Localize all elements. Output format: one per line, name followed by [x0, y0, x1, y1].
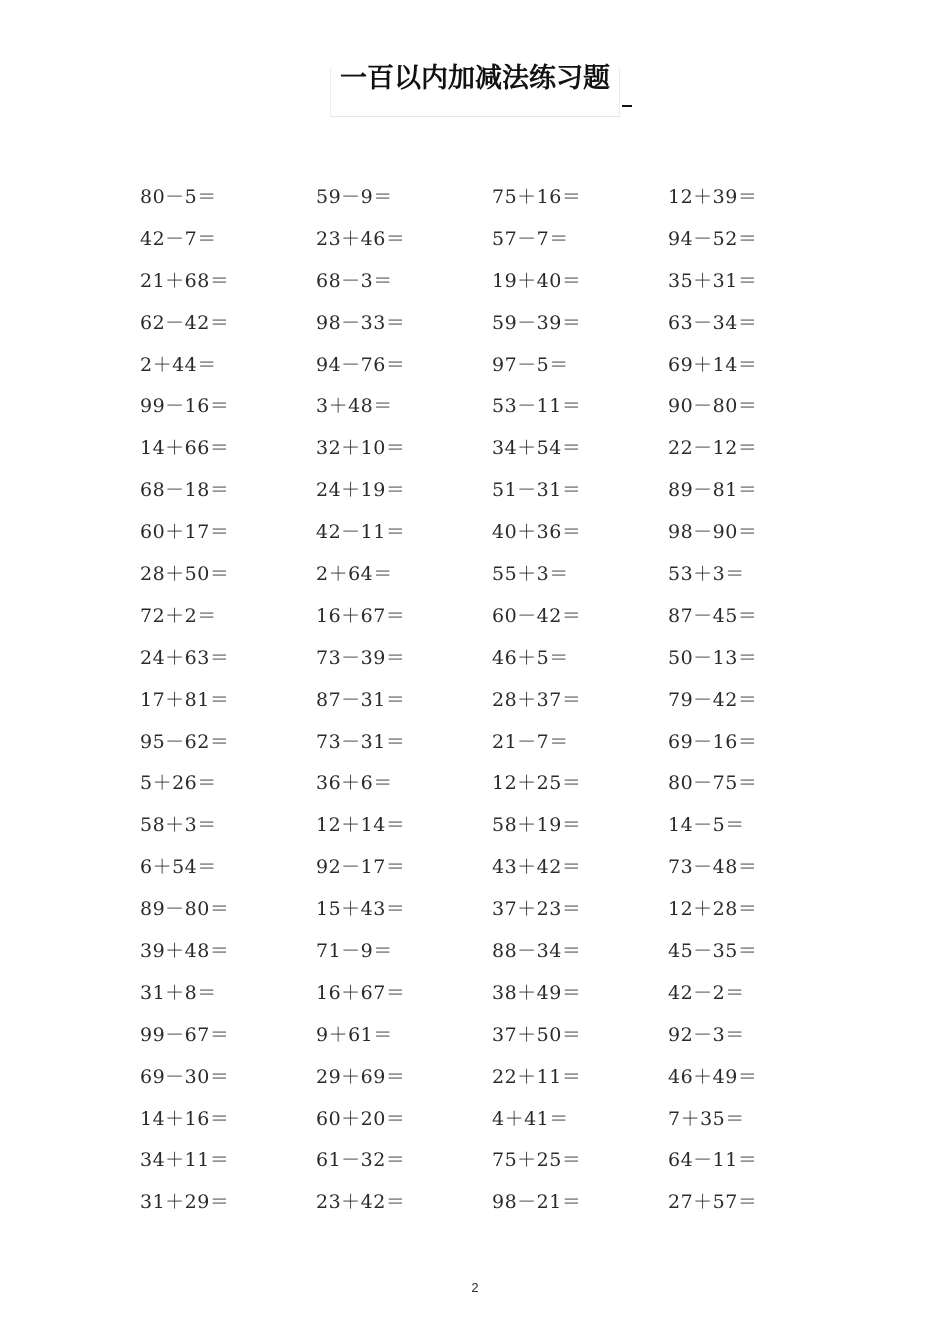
problem-cell: 12＋39＝	[668, 186, 758, 208]
problem-cell: 60＋17＝	[140, 521, 230, 544]
problem-cell: 80－5＝	[140, 186, 217, 208]
problem-cell: 31＋8＝	[140, 981, 217, 1004]
problem-cell: 3＋48＝	[316, 395, 393, 418]
problem-cell: 57－7＝	[492, 227, 569, 250]
problem-cell: 24＋19＝	[316, 479, 406, 502]
problem-cell: 31＋29＝	[140, 1191, 230, 1214]
problem-cell: 75＋16＝	[492, 186, 582, 208]
problem-cell: 17＋81＝	[140, 688, 230, 711]
problem-cell: 60－42＝	[492, 604, 582, 627]
problem-grid	[140, 177, 840, 1224]
problem-cell: 73－48＝	[668, 856, 758, 879]
problem-cell: 99－16＝	[140, 395, 230, 418]
problem-cell: 50－13＝	[668, 646, 758, 669]
problem-cell: 89－80＝	[140, 898, 230, 921]
problem-cell: 64－11＝	[668, 1149, 758, 1172]
problem-cell: 87－31＝	[316, 688, 406, 711]
problem-cell: 2＋64＝	[316, 563, 393, 586]
problem-cell: 46＋49＝	[668, 1065, 758, 1088]
problem-cell: 53－11＝	[492, 395, 582, 418]
problem-cell: 15＋43＝	[316, 898, 406, 921]
problem-cell: 72＋2＝	[140, 604, 217, 627]
problem-cell: 89－81＝	[668, 479, 758, 502]
problem-cell: 53＋3＝	[668, 563, 745, 586]
problem-cell: 39＋48＝	[140, 940, 230, 963]
problem-cell: 60＋20＝	[316, 1107, 406, 1130]
problem-cell: 87－45＝	[668, 604, 758, 627]
problem-cell: 58＋19＝	[492, 814, 582, 837]
problem-cell: 69－30＝	[140, 1065, 230, 1088]
problem-cell: 19＋40＝	[492, 269, 582, 292]
page-number: 2	[471, 1280, 479, 1295]
problem-cell: 46＋5＝	[492, 646, 569, 669]
problem-cell: 95－62＝	[140, 730, 230, 753]
problem-cell: 24＋63＝	[140, 646, 230, 669]
problem-cell: 59－39＝	[492, 311, 582, 334]
problem-cell: 69－16＝	[668, 730, 758, 753]
problem-cell: 14＋66＝	[140, 437, 230, 460]
problem-cell: 16＋67＝	[316, 981, 406, 1004]
problem-cell: 92－17＝	[316, 856, 406, 879]
problem-cell: 21＋68＝	[140, 269, 230, 292]
problem-cell: 42－11＝	[316, 521, 406, 544]
problem-cell: 42－7＝	[140, 227, 217, 250]
problem-cell: 61－32＝	[316, 1149, 406, 1172]
problem-cell: 45－35＝	[668, 940, 758, 963]
problem-cell: 80－75＝	[668, 772, 758, 795]
problem-cell: 94－52＝	[668, 227, 758, 250]
problem-cell: 16＋67＝	[316, 604, 406, 627]
title-dash-mark	[622, 105, 632, 107]
problem-cell: 68－18＝	[140, 479, 230, 502]
problem-cell: 34＋54＝	[492, 437, 582, 460]
problem-cell: 71－9＝	[316, 940, 393, 963]
problem-cell: 68－3＝	[316, 269, 393, 292]
problem-cell: 63－34＝	[668, 311, 758, 334]
problem-cell: 98－21＝	[492, 1191, 582, 1214]
problem-cell: 28＋37＝	[492, 688, 582, 711]
problem-cell: 36＋6＝	[316, 772, 393, 795]
problem-cell: 51－31＝	[492, 479, 582, 502]
problem-cell: 28＋50＝	[140, 563, 230, 586]
problem-cell: 4＋41＝	[492, 1107, 569, 1130]
problem-cell: 12＋25＝	[492, 772, 582, 795]
problem-cell: 7＋35＝	[668, 1107, 745, 1130]
problem-cell: 37＋50＝	[492, 1023, 582, 1046]
problem-cell: 75＋25＝	[492, 1149, 582, 1172]
problem-cell: 88－34＝	[492, 940, 582, 963]
problem-cell: 2＋44＝	[140, 353, 217, 376]
problem-cell: 59－9＝	[316, 186, 393, 208]
problem-cell: 99－67＝	[140, 1023, 230, 1046]
problem-cell: 23＋42＝	[316, 1191, 406, 1214]
problem-cell: 23＋46＝	[316, 227, 406, 250]
problem-cell: 32＋10＝	[316, 437, 406, 460]
problem-cell: 98－33＝	[316, 311, 406, 334]
problem-cell: 34＋11＝	[140, 1149, 230, 1172]
problem-cell: 69＋14＝	[668, 353, 758, 376]
problem-cell: 29＋69＝	[316, 1065, 406, 1088]
problem-cell: 97－5＝	[492, 353, 569, 376]
problem-cell: 40＋36＝	[492, 521, 582, 544]
problem-cell: 42－2＝	[668, 981, 745, 1004]
problem-cell: 35＋31＝	[668, 269, 758, 292]
problem-cell: 43＋42＝	[492, 856, 582, 879]
problem-cell: 94－76＝	[316, 353, 406, 376]
problem-cell: 21－7＝	[492, 730, 569, 753]
problem-cell: 12＋28＝	[668, 898, 758, 921]
problem-cell: 6＋54＝	[140, 856, 217, 879]
problem-cell: 62－42＝	[140, 311, 230, 334]
problem-cell: 90－80＝	[668, 395, 758, 418]
page-title: 一百以内加减法练习题	[340, 63, 610, 94]
problem-cell: 79－42＝	[668, 688, 758, 711]
problem-cell: 14－5＝	[668, 814, 745, 837]
problem-cell: 92－3＝	[668, 1023, 745, 1046]
problem-cell: 27＋57＝	[668, 1191, 758, 1214]
problem-cell: 37＋23＝	[492, 898, 582, 921]
problem-cell: 73－31＝	[316, 730, 406, 753]
problem-cell: 22－12＝	[668, 437, 758, 460]
problem-cell: 9＋61＝	[316, 1023, 393, 1046]
problem-cell: 73－39＝	[316, 646, 406, 669]
problem-cell: 5＋26＝	[140, 772, 217, 795]
problem-cell: 12＋14＝	[316, 814, 406, 837]
problem-cell: 58＋3＝	[140, 814, 217, 837]
problem-cell: 98－90＝	[668, 521, 758, 544]
title-box	[330, 62, 620, 117]
problem-cell: 55＋3＝	[492, 563, 569, 586]
problem-cell: 22＋11＝	[492, 1065, 582, 1088]
problem-cell: 14＋16＝	[140, 1107, 230, 1130]
problem-cell: 38＋49＝	[492, 981, 582, 1004]
